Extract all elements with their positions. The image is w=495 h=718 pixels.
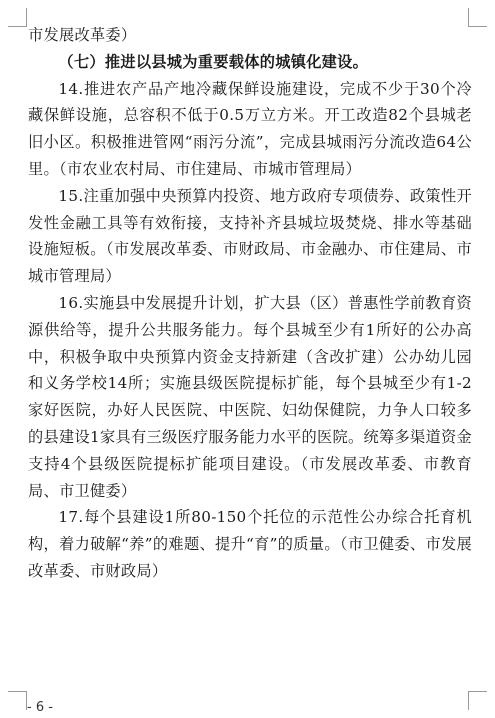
crop-mark-bottom-left — [8, 691, 27, 710]
item-16: 16.实施县中发展提升计划，扩大县（区）普惠性学前教育资源供给等，提升公共服务能力。每个县城至少有1所好的公办高中，积极争取中央预算内资金支持新建（含改扩建）公办幼儿园和义务学校14所；实施县级医院提标扩能，每个县城至少有1-2家好医院，办好人民医院、中医院、妇幼保健院，力争人口较多的县建设1家具有三级医疗服务能力水平的医院。统筹多渠道资金支持4个县级医院提标扩能项目建设。（市发展改革委、市教育局、市卫健委） — [28, 293, 472, 500]
crop-mark-bottom-right — [468, 691, 487, 710]
item-17: 17.每个县建设1所80-150个托位的示范性公办综合托育机构，着力破解“养”的难题、提升“育”的质量。（市卫健委、市发展改革委、市财政局） — [28, 508, 472, 580]
crop-mark-top-left — [8, 8, 27, 27]
document-body — [28, 22, 472, 585]
carryover-line: 市发展改革委） — [28, 26, 137, 44]
item-14: 14.推进农产品产地冷藏保鲜设施建设，完成不少于30个冷藏保鲜设施，总容积不低于0.5万立方米。开工改造82个县城老旧小区。积极推进管网“雨污分流”，完成县城雨污分流改造64公里。（市农业农村局、市住建局、市城市管理局） — [28, 79, 472, 178]
page-number: - 6 - — [27, 700, 53, 715]
section-heading: （七）推进以县城为重要载体的城镇化建设。 — [58, 52, 369, 71]
item-15: 15.注重加强中央预算内投资、地方政府专项债券、政策性开发性金融工具等有效衔接，支持补齐县城垃圾焚烧、排水等基础设施短板。（市发展改革委、市财政局、市金融办、市住建局、市城市管理局） — [28, 186, 472, 286]
